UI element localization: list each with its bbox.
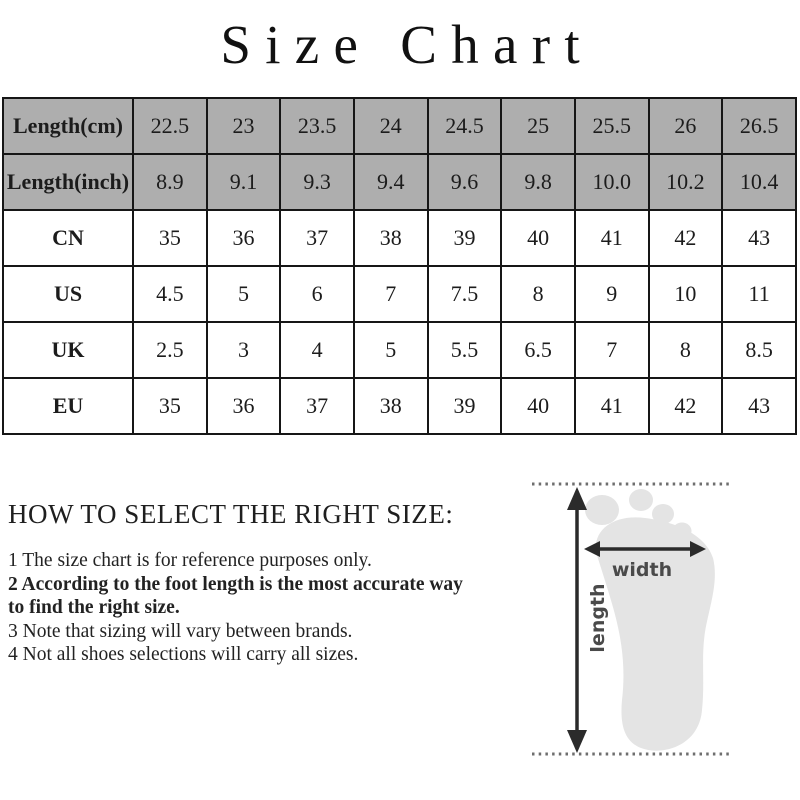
size-cell: 41 xyxy=(575,210,649,266)
size-cell: 35 xyxy=(133,210,207,266)
size-cell: 6.5 xyxy=(501,322,575,378)
size-cell: 36 xyxy=(207,378,281,434)
size-cell: 43 xyxy=(722,210,796,266)
length-label: length xyxy=(587,583,609,653)
size-cell: 41 xyxy=(575,378,649,434)
size-cell: 8 xyxy=(649,322,723,378)
size-cell: 10.2 xyxy=(649,154,723,210)
size-cell: 9.1 xyxy=(207,154,281,210)
how-to-item: 4 Not all shoes selections will carry all sizes. xyxy=(8,644,359,665)
table-row xyxy=(3,266,796,322)
size-cell: 9 xyxy=(575,266,649,322)
size-cell: 24 xyxy=(354,98,428,154)
row-label: Length(inch) xyxy=(3,154,133,210)
size-cell: 10.4 xyxy=(722,154,796,210)
size-cell: 8 xyxy=(501,266,575,322)
instruction-list xyxy=(8,549,482,667)
size-cell: 39 xyxy=(428,210,502,266)
foot-measurement-diagram xyxy=(520,460,800,795)
how-to-item: 2 According to the foot length is the most accurate way to find the right size. xyxy=(8,573,463,618)
row-label: EU xyxy=(3,378,133,434)
size-cell: 7.5 xyxy=(428,266,502,322)
size-cell: 5 xyxy=(354,322,428,378)
size-cell: 26 xyxy=(649,98,723,154)
size-cell: 10.0 xyxy=(575,154,649,210)
size-cell: 8.5 xyxy=(722,322,796,378)
row-label: Length(cm) xyxy=(3,98,133,154)
size-cell: 23.5 xyxy=(280,98,354,154)
size-cell: 22.5 xyxy=(133,98,207,154)
size-cell: 25.5 xyxy=(575,98,649,154)
size-cell: 5 xyxy=(207,266,281,322)
size-cell: 9.8 xyxy=(501,154,575,210)
size-cell: 24.5 xyxy=(428,98,502,154)
size-cell: 35 xyxy=(133,378,207,434)
size-cell: 11 xyxy=(722,266,796,322)
table-row xyxy=(3,378,796,434)
table-row xyxy=(3,210,796,266)
size-cell: 43 xyxy=(722,378,796,434)
size-cell: 7 xyxy=(354,266,428,322)
size-cell: 4.5 xyxy=(133,266,207,322)
table-row xyxy=(3,154,796,210)
size-cell: 9.3 xyxy=(280,154,354,210)
how-to-heading: HOW TO SELECT THE RIGHT SIZE: xyxy=(8,499,454,529)
foot-diagram-svg xyxy=(520,460,800,795)
row-label: US xyxy=(3,266,133,322)
size-cell: 38 xyxy=(354,210,428,266)
size-cell: 7 xyxy=(575,322,649,378)
size-cell: 40 xyxy=(501,210,575,266)
size-cell: 8.9 xyxy=(133,154,207,210)
table-row xyxy=(3,98,796,154)
table-row xyxy=(3,322,796,378)
size-cell: 10 xyxy=(649,266,723,322)
size-chart-table-body xyxy=(3,98,796,434)
size-cell: 6 xyxy=(280,266,354,322)
size-cell: 42 xyxy=(649,210,723,266)
how-to-section xyxy=(8,499,482,667)
size-cell: 26.5 xyxy=(722,98,796,154)
size-cell: 5.5 xyxy=(428,322,502,378)
size-chart-table xyxy=(2,97,797,435)
size-cell: 39 xyxy=(428,378,502,434)
size-cell: 40 xyxy=(501,378,575,434)
size-cell: 3 xyxy=(207,322,281,378)
size-cell: 37 xyxy=(280,210,354,266)
size-cell: 2.5 xyxy=(133,322,207,378)
how-to-item: 1 The size chart is for reference purposes only. xyxy=(8,550,372,571)
size-cell: 23 xyxy=(207,98,281,154)
row-label: CN xyxy=(3,210,133,266)
size-cell: 38 xyxy=(354,378,428,434)
size-cell: 25 xyxy=(501,98,575,154)
size-cell: 37 xyxy=(280,378,354,434)
size-cell: 9.4 xyxy=(354,154,428,210)
size-cell: 36 xyxy=(207,210,281,266)
row-label: UK xyxy=(3,322,133,378)
size-cell: 42 xyxy=(649,378,723,434)
length-arrow xyxy=(567,487,587,753)
how-to-item: 3 Note that sizing will vary between brands. xyxy=(8,620,353,642)
page-title: Size Chart xyxy=(220,14,594,75)
size-cell: 4 xyxy=(280,322,354,378)
size-cell: 9.6 xyxy=(428,154,502,210)
width-label: width xyxy=(611,559,673,581)
